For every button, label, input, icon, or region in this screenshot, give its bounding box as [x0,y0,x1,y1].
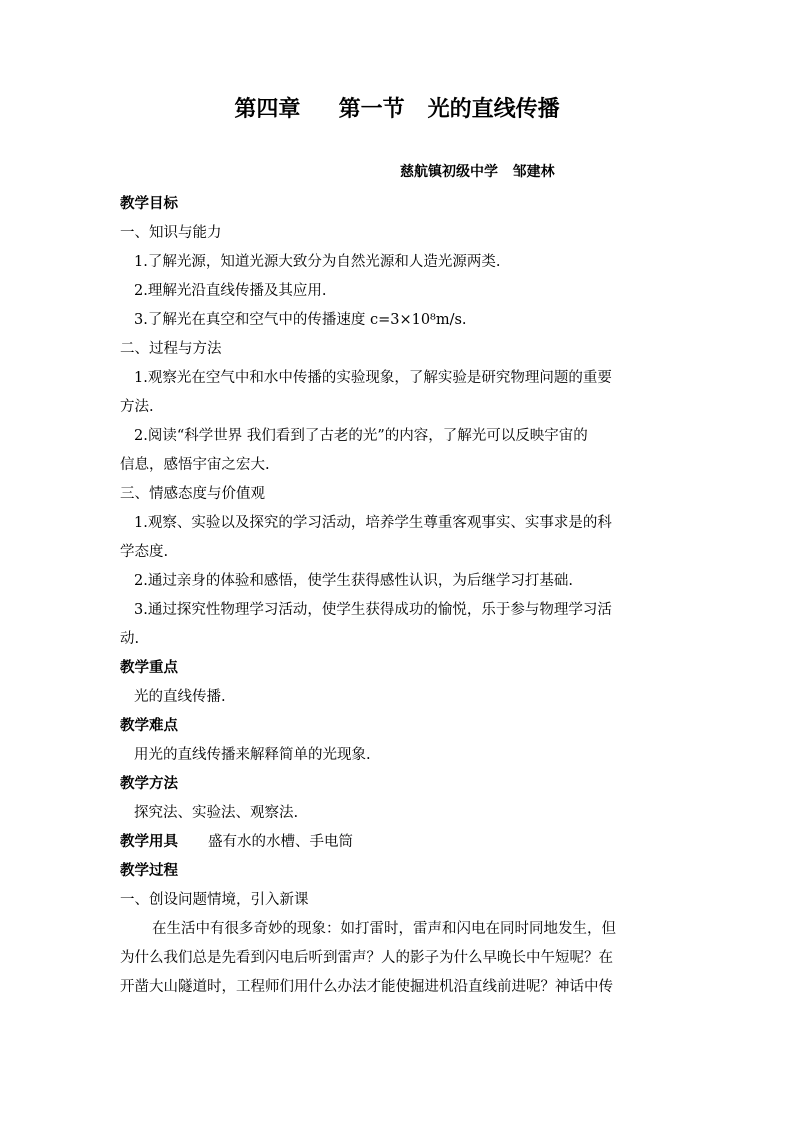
subheading-knowledge: 一、知识与能力 [120,225,222,241]
process-item-2-line-1: 2.阅读“科学世界 我们看到了古老的光”的内容，了解光可以反映宇宙的 [134,428,588,444]
section-heading-difficulty: 教学难点 [120,718,178,734]
focus-text: 光的直线传播. [134,689,226,705]
paragraph-line-1: 在生活中有很多奇妙的现象：如打雷时，雷声和闪电在同时同地发生，但 [152,921,616,937]
document-body [120,190,680,1002]
process-item-1-line-2: 方法. [120,399,154,415]
method-text: 探究法、实验法、观察法. [134,805,299,821]
tools-text: 盛有水的水槽、手电筒 [208,834,353,850]
section-heading-focus: 教学重点 [120,660,178,676]
section-heading-method: 教学方法 [120,776,178,792]
knowledge-item-1: 1.了解光源，知道光源大致分为自然光源和人造光源两类. [134,254,501,270]
subheading-process: 二、过程与方法 [120,341,222,357]
difficulty-text: 用光的直线传播来解释简单的光现象. [134,747,371,763]
emotion-item-1-line-2: 学态度. [120,544,169,560]
subheading-intro: 一、创设问题情境，引入新课 [120,892,309,908]
paragraph-line-3: 开凿大山隧道时，工程师们用什么办法才能使掘进机沿直线前进呢？神话中传 [120,979,613,995]
author-line: 慈航镇初级中学 邹建林 [400,164,555,180]
emotion-item-2: 2.通过亲身的体验和感悟，使学生获得感性认识，为后继学习打基础. [134,573,573,589]
process-item-1-line-1: 1.观察光在空气中和水中传播的实验现象，了解实验是研究物理问题的重要 [134,370,612,386]
process-item-2-line-2: 信息，感悟宇宙之宏大. [120,457,270,473]
section-heading-goals: 教学目标 [120,196,178,212]
emotion-item-3-line-2: 动. [120,631,140,647]
emotion-item-1-line-1: 1.观察、实验以及探究的学习活动，培养学生尊重客观事实、实事求是的科 [134,515,612,531]
section-heading-tools: 教学用具 [120,834,178,850]
section-heading-teaching-process: 教学过程 [120,863,178,879]
paragraph-line-2: 为什么我们总是先看到闪电后听到雷声？人的影子为什么早晚长中午短呢？在 [120,950,613,966]
tools-line [120,828,680,857]
emotion-item-3-line-1: 3.通过探究性物理学习活动，使学生获得成功的愉悦，乐于参与物理学习活 [134,602,612,618]
knowledge-item-2: 2.理解光沿直线传播及其应用. [134,283,327,299]
document-title: 第四章 第一节 光的直线传播 [234,97,560,122]
knowledge-item-3: 3.了解光在真空和空气中的传播速度 c=3×10⁸m/s. [134,312,467,328]
subheading-emotion: 三、情感态度与价值观 [120,486,265,502]
